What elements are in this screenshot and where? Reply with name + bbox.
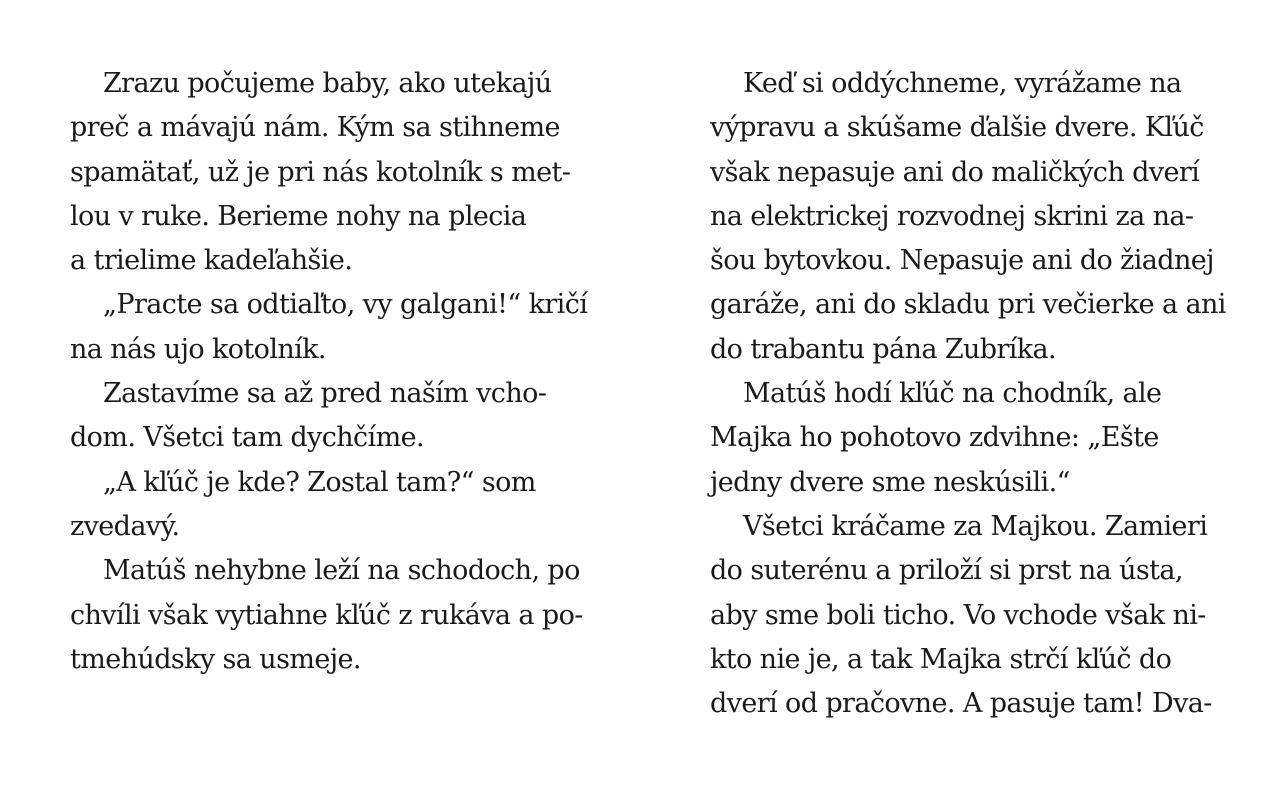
text-line: jedny dvere sme neskúsili.“ — [710, 466, 1070, 498]
text-line: spamätať, už je pri nás kotolník s met- — [70, 156, 571, 188]
text-line: lou v ruke. Berieme nohy na plecia — [70, 200, 527, 232]
text-line: Všetci kráčame za Majkou. Zamieri — [743, 510, 1208, 542]
text-line: Keď si oddýchneme, vyrážame na — [743, 68, 1182, 99]
text-line: chvíli však vytiahne kľúč z rukáva a po- — [70, 599, 583, 631]
text-line: však nepasuje ani do maličkých dverí — [710, 156, 1200, 188]
text-line: „A kľúč je kde? Zostal tam?“ som — [103, 466, 536, 498]
text-line: do suterénu a priloží si prst na ústa, — [710, 555, 1183, 587]
text-line: dverí od pračovne. A pasuje tam! Dva- — [710, 688, 1212, 720]
text-line: do trabantu pána Zubríka. — [710, 333, 1057, 365]
text-line: na nás ujo kotolník. — [70, 333, 326, 365]
text-line: preč a mávajú nám. Kým sa stihneme — [70, 112, 560, 144]
text-line: a trielime kadeľahšie. — [70, 245, 353, 277]
text-line: garáže, ani do skladu pri večierke a ani — [710, 289, 1226, 321]
text-line: zvedavý. — [70, 510, 180, 542]
text-line: tmehúdsky sa usmeje. — [70, 643, 361, 675]
text-line: „Practe sa odtiaľto, vy galgani!“ kričí — [103, 289, 588, 321]
text-line: Matúš nehybne leží na schodoch, po — [103, 555, 580, 587]
text-line: Majka ho pohotovo zdvihne: „Ešte — [710, 422, 1159, 454]
text-line: výpravu a skúšame ďalšie dvere. Kľúč — [710, 112, 1204, 144]
left-page — [70, 62, 590, 682]
text-line: aby sme boli ticho. Vo vchode však ni- — [710, 599, 1206, 631]
text-line: Zrazu počujeme baby, ako utekajú — [103, 68, 552, 99]
text-line: dom. Všetci tam dychčíme. — [70, 422, 424, 454]
text-line: Matúš hodí kľúč na chodník, ale — [743, 378, 1162, 410]
text-line: na elektrickej rozvodnej skrini za na- — [710, 200, 1194, 232]
right-page — [710, 62, 1230, 726]
text-line: Zastavíme sa až pred naším vcho- — [103, 378, 547, 410]
text-line: šou bytovkou. Nepasuje ani do žiadnej — [710, 245, 1214, 277]
text-line: kto nie je, a tak Majka strčí kľúč do — [710, 643, 1172, 675]
